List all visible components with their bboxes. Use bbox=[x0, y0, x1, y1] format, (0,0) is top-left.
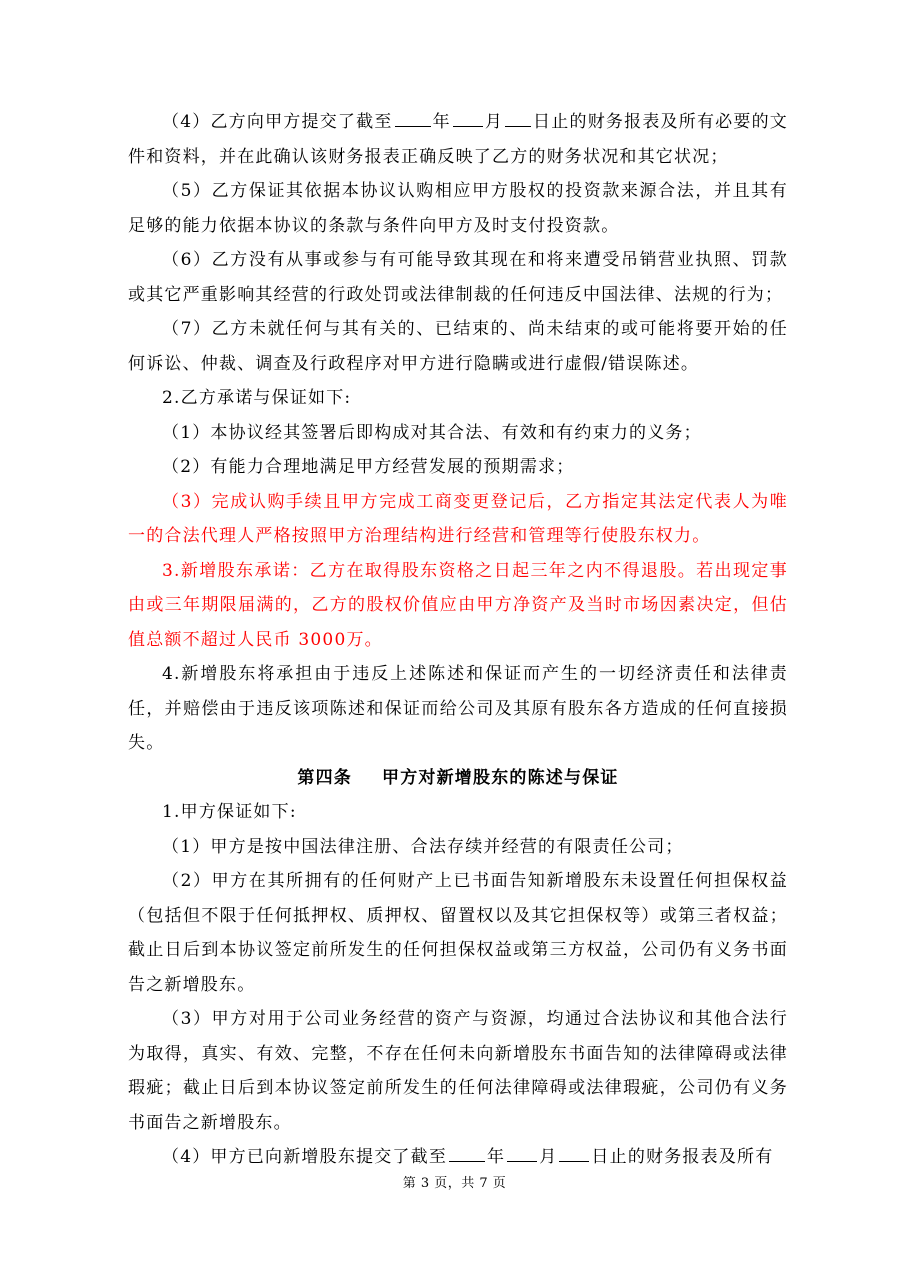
blank-month bbox=[507, 1143, 537, 1162]
article-4-item-2: （2）甲方在其所拥有的任何财产上已书面告知新增股东未设置任何担保权益（包括但不限于任何抵押权、质押权、留置权以及其它担保权等）或第三者权益；截止日后到本协议签定前所发生的任何担保权益或第三方权益，公司仍有义务书面告之新增股东。 bbox=[128, 871, 788, 995]
clause-item-4 bbox=[128, 105, 788, 174]
clause-item-6: （6）乙方没有从事或参与有可能导致其现在和将来遭受吊销营业执照、罚款或其它严重影响其经营的行政处罚或法律制裁的任何违反中国法律、法规的行为； bbox=[128, 250, 788, 305]
article-number: 第四条 bbox=[297, 767, 352, 788]
clause-text: 日止的财务报表及所有 bbox=[591, 1147, 774, 1167]
article-title: 甲方对新增股东的陈述与保证 bbox=[382, 767, 619, 788]
clause-text: 日止的财务报表及所有必要的文件和资料，并在此确认该财务报表正确反映了乙方的财务状况和其它状况； bbox=[128, 112, 789, 167]
clause-text: （4）乙方向甲方提交了截至 bbox=[162, 112, 393, 132]
blank-day bbox=[559, 1143, 589, 1162]
article-4-item-3: （3）甲方对用于公司业务经营的资产与资源，均通过合法协议和其他合法行为取得，真实、有效、完整，不存在任何未向新增股东书面告知的法律障碍或法律瑕疵；截止日后到本协议签定前所发生的任何法律障碍或法律瑕疵，公司仍有义务书面告之新增股东。 bbox=[128, 1009, 788, 1133]
article-4-item-1: （1）甲方是按中国法律注册、合法存续并经营的有限责任公司； bbox=[162, 836, 684, 857]
clause-text: 年 bbox=[487, 1147, 506, 1167]
page-footer: 第 3 页，共 7 页 bbox=[402, 1176, 507, 1191]
clause-text: 月 bbox=[539, 1147, 558, 1167]
section-2-title: 2.乙方承诺与保证如下: bbox=[162, 388, 352, 408]
section-3-commitment: 3.新增股东承诺：乙方在取得股东资格之日起三年之内不得退股。若出现定事由或三年期限届满的，乙方的股权价值应由甲方净资产及当时市场因素决定，但估值总额不超过人民币 3000万。 bbox=[128, 560, 788, 650]
clause-text: （4）甲方已向新增股东提交了截至 bbox=[162, 1147, 448, 1167]
clause-item-7: （7）乙方未就任何与其有关的、已结束的、尚未结束的或可能将要开始的任何诉讼、仲裁、调查及行政程序对甲方进行隐瞒或进行虚假/错误陈述。 bbox=[128, 319, 788, 374]
article-heading bbox=[128, 761, 788, 796]
clause-text: 月 bbox=[484, 112, 504, 132]
blank-month bbox=[453, 108, 483, 127]
blank-day bbox=[505, 108, 531, 127]
article-4-item-4 bbox=[128, 1140, 788, 1175]
blank-year bbox=[449, 1143, 485, 1162]
section-4-liability: 4.新增股东将承担由于违反上述陈述和保证而产生的一切经济责任和法律责任，并赔偿由于违反该项陈述和保证而给公司及其原有股东各方造成的任何直接损失。 bbox=[128, 664, 788, 753]
section-2-item-3: （3）完成认购手续且甲方完成工商变更登记后，乙方指定其法定代表人为唯一的合法代理人严格按照甲方治理结构进行经营和管理等行使股东权力。 bbox=[128, 491, 788, 546]
section-2-item-1: （1）本协议经其签署后即构成对其合法、有效和有约束力的义务； bbox=[162, 422, 702, 443]
clause-item-5: （5）乙方保证其依据本协议认购相应甲方股权的投资款来源合法，并且其有足够的能力依据本协议的条款与条件向甲方及时支付投资款。 bbox=[128, 181, 788, 236]
section-2-item-2: （2）有能力合理地满足甲方经营发展的预期需求； bbox=[162, 457, 575, 477]
article-4-section-1-title: 1.甲方保证如下: bbox=[162, 802, 297, 822]
blank-year bbox=[395, 108, 431, 127]
document-body bbox=[128, 105, 788, 1175]
clause-text: 年 bbox=[432, 112, 451, 132]
